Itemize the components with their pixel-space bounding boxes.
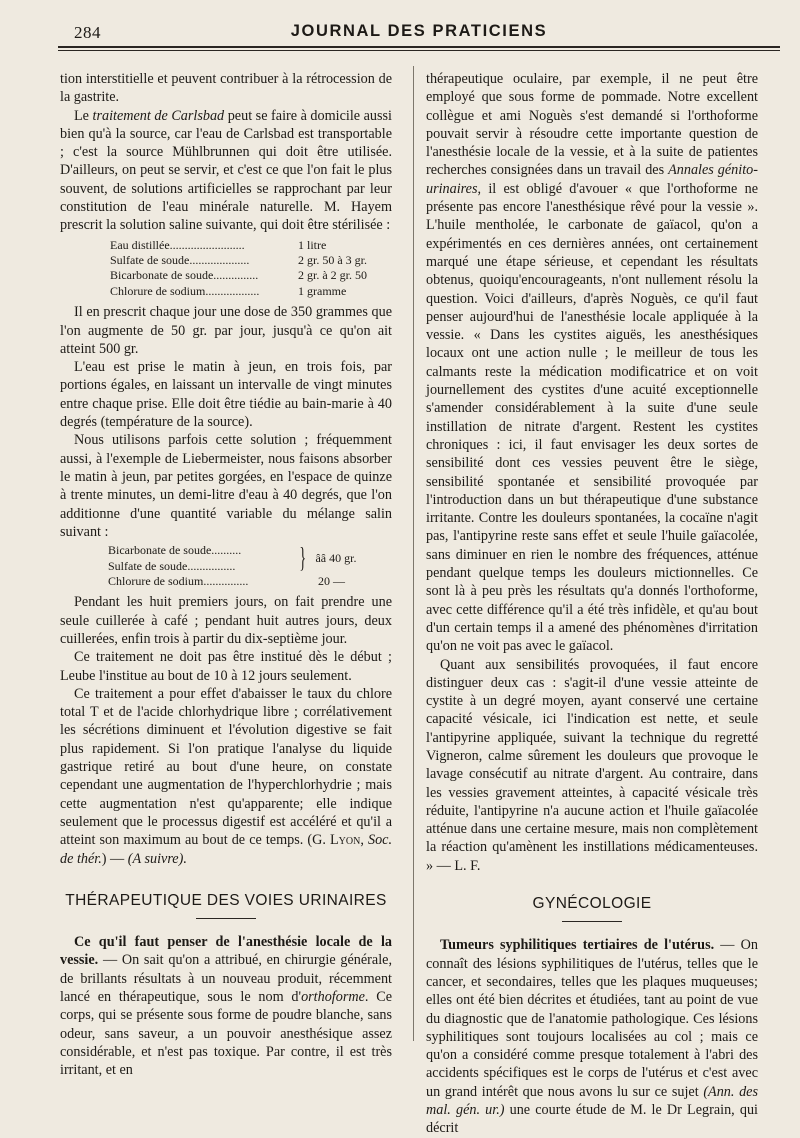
paragraph-tumeurs [426,936,758,1137]
right-column [426,70,758,1138]
page-header [58,20,780,46]
section-title-urinaires: THÉRAPEUTIQUE DES VOIES URINAIRES [65,891,387,909]
running-title: JOURNAL DES PRATICIENS [290,22,548,40]
header-rule-thin [58,50,780,51]
text-run: . Ce corps, qui se présente sous forme de poudre blanche, sans odeur, sans saveur, a un pouvoir anesthésique assez considérable, et n'est pas toxique. Par contre, il est très irritant, et en [60,989,392,1079]
text-run: , [360,832,368,849]
text-run: une courte étude de M. le Dr Legrain, qui décrit [426,1102,758,1137]
recipe-ingredient: Bicarbonate de soude............... [110,268,259,283]
emphasis: (A suivre). [127,850,187,867]
emphasis: Soc. de thér. [60,832,393,867]
recipe-row [110,238,392,253]
recipe-saline-mix [108,543,392,589]
recipe-ingredient: Bicarbonate de soude.......... [108,543,242,558]
emphasis: traitement de Carlsbad [92,107,225,124]
recipe-dose: ââ 40 gr. [315,550,357,565]
paragraph-nogues [426,70,758,656]
text-run: thérapeutique oculaire, par exemple, il ne peut être employé que sous forme de pommade. Notre excellent collègue et ami Noguès s'est demandé si l'orthoforme pouvait servir à résoudre cette importante question de l'anesthésie locale de la vessie, et à la suite de patientes recherches consignées dans un travail des [426,71,758,179]
recipe-ingredient: Chlorure de sodium............... [108,573,249,588]
paragraph: Il en prescrit chaque jour une dose de 350 grammes que l'on augmente de 50 gr. par jour, jusqu'à ce qu'on ait atteint 500 gr. [60,304,392,357]
article-lead: Ce qu'il faut penser de l'anesthésie locale de la vessie. [60,934,392,969]
paragraph: Pendant les huit premiers jours, on fait prendre une seule cuillerée à café ; pendant huit autres jours, deux cuillerées, enfin trois à partir du dix-septième jour. [60,594,392,647]
recipe-dose: 2 gr. 50 à 3 gr. [298,253,367,268]
paragraph-carlsbad [60,107,392,235]
paragraph: L'eau est prise le matin à jeun, en trois fois, par portions égales, en laissant un intervalle de vingt minutes entre chaque prise. Elle doit être tiédie au bain-marie à 40 degrés (température de la source). [60,359,392,431]
left-column [60,70,392,1080]
paragraph: Nous utilisons parfois cette solution ; fréquemment aussi, à l'exemple de Liebermeister, nous faisons absorber le matin à jeun, par petites gorgées, en l'espace de quinze à trente minutes, un demi-litre d'eau à 40 degrés, que l'on additionne d'une quantité variable du mélange salin suivant : [60,432,392,540]
emphasis: Annales génito-urinaires [426,162,758,197]
brace-glyph: } [299,542,307,574]
section-title-gynecologie: GYNÉCOLOGIE [532,895,652,913]
recipe-row [110,253,392,268]
page-number: 284 [74,23,101,42]
recipe-ingredient: Sulfate de soude.................... [110,253,250,268]
column-divider [413,66,414,1041]
recipe-row [108,574,392,589]
paragraph-hyperchlorhydrie [60,685,392,868]
article-lead: Tumeurs syphilitiques tertiaires de l'utérus. [440,937,715,954]
recipe-ingredient: Chlorure de sodium.................. [110,283,260,298]
paragraph: tion interstitielle et peuvent contribuer à la rétrocession de la gastrite. [60,71,392,106]
section-rule [196,918,256,919]
paragraph: Quant aux sensibilités provoquées, il faut encore distinguer deux cas : s'agit-il d'une vessie atteinte de cystite à un degré moyen, ayant conservé une certaine capacité vésicale, ici l'indication est nette, et seule l'antipyrine appliquée, suivant la technique du regretté Vigneron, calme sûrement les douleurs que provoque le lavage consécutif au nitrate d'argent. Au contraire, dans les vessies gravement atteintes, à capacité vésicale très réduite, l'antipyrine n'a aucune action et l'huile gaïacolée atténue dans une certaine mesure, mais non complètement la réaction qu'amènent les instillations médicamenteuses. » — L. F. [426,656,758,874]
header-rule [58,46,780,48]
text-run: Le [74,107,93,124]
emphasis: orthoforme [301,989,365,1006]
text-run: — On connaît des lésions syphilitiques de l'utérus, telles que le cancer, et secondaires, telles que les plaques muqueuses; elles ont été bien décrites et étudiées, tant au point de vue du diagnostic que de l'anatomie pathologique. Ces lésions syphilitiques sont toujours localisées au col ; mais ce qu'on a considéré comme presque totalement à l'abri des accidents spécifiques est le corps de l'utérus et c'est avec un grand intérêt que nous avons lu sur ce sujet [426,937,758,1100]
recipe-row [110,284,392,299]
recipe-dose: 1 litre [298,237,327,252]
author-name: Lyon [329,832,361,849]
text-run: peut se faire à domicile aussi bien qu'à la source, car l'eau de Carlsbad est transportable ; c'est la source Mühlbrunnen qui doit être utilisée. D'ailleurs, on peut se servir, et c'est ce que l'on fait le plus souvent, de solutions artificielles se rapprochant par leur constitution de l'eau minérale naturelle. M. Hayem prescrit la solution saline suivante, qui doit être stérilisée : [60,107,393,234]
recipe-ingredient: Eau distillée......................... [110,237,245,252]
section-rule [562,921,622,922]
recipe-brace-group [108,543,392,574]
text-run: ) — [101,850,128,867]
recipe-dose: 1 gramme [298,283,347,298]
recipe-brace-items [108,543,296,574]
recipe-hayem [110,238,392,300]
text-run: Ce traitement a pour effet d'abaisser le taux du chlore total T et de l'acide chlorhydrique libre ; corrélativement les sécrétions diminuent et l'évolution digestive se fait plus rapidement. Si l'on pratique l'analyse du liquide gastrique retiré au bout d'une heure, on constate cependant une augmentation de l'hyperchlorhydrie ; mais cette augmentation n'est qu'apparente; elle indique seulement que le processus digestif est accéléré et qu'il a atteint son maximum au bout de ce temps. (G. [60,685,392,849]
recipe-ingredient: Sulfate de soude................ [108,558,236,573]
paragraph: Ce traitement ne doit pas être institué dès le début ; Leube l'institue au bout de 10 à 12 jours seulement. [60,649,392,684]
text-run: — On sait qu'on a attribué, en chirurgie générale, de brillants résultats à un nouveau produit, récemment lancé en thérapeutique, sous le nom d' [60,952,392,1006]
recipe-row [110,268,392,283]
recipe-dose: 2 gr. à 2 gr. 50 [298,268,367,283]
emphasis: (Ann. des mal. gén. ur.) [426,1083,758,1119]
text-run: , il est obligé d'avouer « que l'orthoforme ne présente pas encore l'anesthésique rêvé pour la vessie ». L'huile mentholée, le carbonate de gaïacol, qu'on a expérimentés en ces dernières années, ont certainement marqué une étape sérieuse, et cependant les résultats obtenus, quoiqu'encourageants, n'ont nullement résolu la question. Voici d'ailleurs, d'après Noguès, ce qu'il faut penser aujourd'hui de l'anesthésie locale appliquée à la vessie. « Dans les cystites aiguës, les anesthésiques locaux ont une action nulle ; le meilleur de tous les calmants reste la médication modificatrice et on voit journellement des cystites d'une acuité exceptionnelle s'amender considérablement à la suite d'une seule instillation de nitrate d'argent. Restent les cystites chroniques : ici, il faut envisager les deux sortes de sensibilité dont ces vessies peuvent être le siège, sensibilité spontanée et sensibilité provoquée par l'introduction dans un but thérapeutique d'une substance irritante. Contre les douleurs spontanées, la cocaïne n'agit pas, l'antipyrine reste sans effet et seule l'huile gaïacolée, sans diminuer en rien le nombre des fréquences, atténue pendant quelque temps les douleurs mictionnelles. Ce sont là à peu près les résultats qu'a donnés l'orthoforme, avec cette différence qu'il a été très infidèle, et qu'au bout d'un certain temps il a amené des phénomènes d'irritation qu'on ne voit pas avec le gaïacol. [426,180,758,655]
recipe-dose: 20 — [318,573,345,588]
